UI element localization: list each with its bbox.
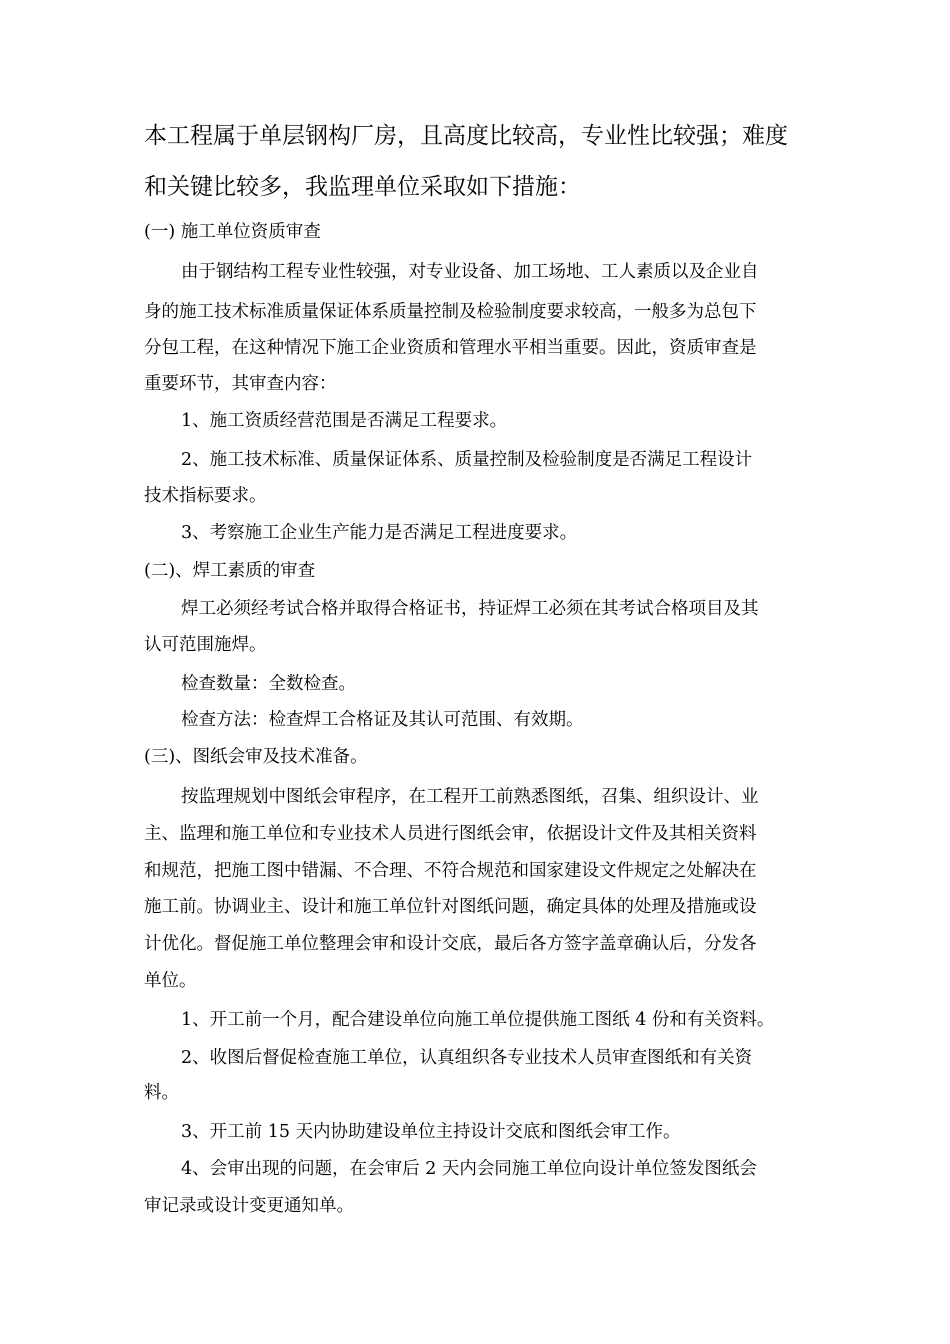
intro-line-2: 和关键比较多，我监理单位采取如下措施：: [144, 174, 581, 200]
paragraph-line: 计优化。督促施工单位整理会审和设计交底，最后各方签字盖章确认后，分发各: [144, 934, 757, 954]
paragraph-line: 检查方法：检查焊工合格证及其认可范围、有效期。: [181, 710, 584, 730]
paragraph-line: 4、会审出现的问题，在会审后 2 天内会同施工单位向设计单位签发图纸会: [181, 1159, 757, 1179]
paragraph-line: 2、收图后督促检查施工单位，认真组织各专业技术人员审查图纸和有关资: [181, 1048, 753, 1068]
paragraph-line: 3、开工前 15 天内协助建设单位主持设计交底和图纸会审工作。: [181, 1122, 681, 1142]
paragraph-line: 重要环节，其审查内容：: [144, 374, 337, 394]
intro-line-1: 本工程属于单层钢构厂房，且高度比较高，专业性比较强；难度: [144, 123, 788, 149]
paragraph-line: 身的施工技术标准质量保证体系质量控制及检验制度要求较高，一般多为总包下: [144, 302, 757, 322]
section-heading-1: (一) 施工单位资质审查: [144, 222, 321, 242]
paragraph-line: 主、监理和施工单位和专业技术人员进行图纸会审，依据设计文件及其相关资料: [144, 824, 757, 844]
paragraph-line: 由于钢结构工程专业性较强，对专业设备、加工场地、工人素质以及企业自: [181, 262, 759, 282]
paragraph-line: 3、考察施工企业生产能力是否满足工程进度要求。: [181, 523, 578, 543]
paragraph-line: 检查数量：全数检查。: [181, 674, 356, 694]
paragraph-line: 1、开工前一个月，配合建设单位向施工单位提供施工图纸 4 份和有关资料。: [181, 1010, 775, 1030]
paragraph-line: 料。: [144, 1083, 179, 1103]
paragraph-line: 单位。: [144, 971, 197, 991]
section-heading-3: (三)、图纸会审及技术准备。: [144, 747, 368, 767]
paragraph-line: 1、施工资质经营范围是否满足工程要求。: [181, 411, 508, 431]
paragraph-line: 焊工必须经考试合格并取得合格证书，持证焊工必须在其考试合格项目及其: [181, 599, 759, 619]
paragraph-line: 审记录或设计变更通知单。: [144, 1196, 354, 1216]
paragraph-line: 技术指标要求。: [144, 486, 267, 506]
section-heading-2: (二)、焊工素质的审查: [144, 561, 316, 581]
paragraph-line: 2、施工技术标准、质量保证体系、质量控制及检验制度是否满足工程设计: [181, 450, 753, 470]
paragraph-line: 分包工程，在这种情况下施工企业资质和管理水平相当重要。因此，资质审查是: [144, 338, 757, 358]
paragraph-line: 认可范围施焊。: [144, 635, 267, 655]
paragraph-line: 按监理规划中图纸会审程序，在工程开工前熟悉图纸，召集、组织设计、业: [181, 787, 759, 807]
paragraph-line: 施工前。协调业主、设计和施工单位针对图纸问题，确定具体的处理及措施或设: [144, 897, 757, 917]
paragraph-line: 和规范，把施工图中错漏、不合理、不符合规范和国家建设文件规定之处解决在: [144, 861, 757, 881]
